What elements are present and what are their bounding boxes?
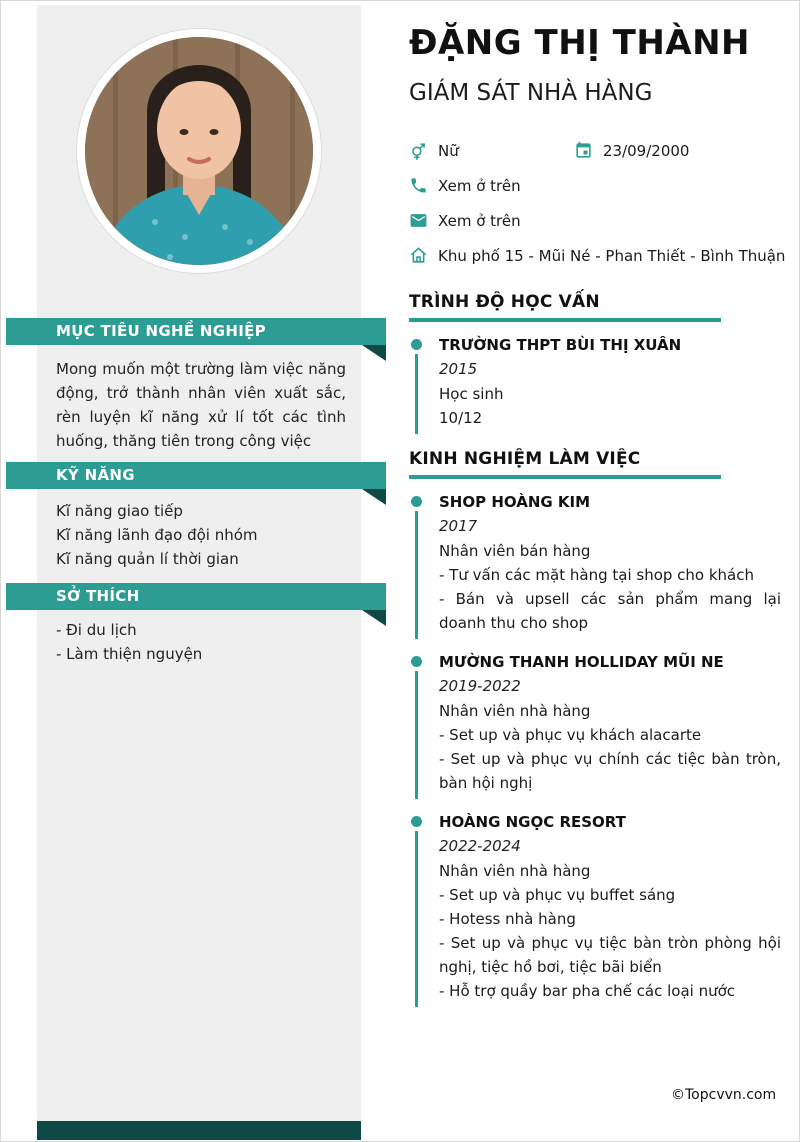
item-detail: - Set up và phục vụ chính các tiệc bàn tròn, bàn hội nghị xyxy=(439,750,781,792)
phone-icon xyxy=(409,176,428,195)
item-name: MƯỜNG THANH HOLLIDAY MŨI NE xyxy=(439,653,724,671)
hobby-item: - Đi du lịch xyxy=(56,621,137,639)
contact-row xyxy=(409,203,781,238)
contact-dob xyxy=(574,141,689,160)
section-title-experience: KINH NGHIỆM LÀM VIỆC xyxy=(409,449,641,469)
contact-row xyxy=(409,168,781,203)
skill-item: Kĩ năng lãnh đạo đội nhóm xyxy=(56,526,258,544)
item-detail: - Hotess nhà hàng xyxy=(439,910,576,928)
timeline-item-experience xyxy=(409,651,781,795)
skill-item: Kĩ năng giao tiếp xyxy=(56,502,183,520)
item-name: SHOP HOÀNG KIM xyxy=(439,493,591,511)
education-section xyxy=(409,291,781,430)
timeline-item-experience xyxy=(409,491,781,635)
job-title: GIÁM SÁT NHÀ HÀNG xyxy=(409,80,653,106)
item-name: HOÀNG NGỌC RESORT xyxy=(439,813,626,831)
ribbon-fold xyxy=(362,345,386,361)
ribbon-hobbies xyxy=(6,583,386,610)
contact-phone xyxy=(409,176,521,195)
skills-title: KỸ NĂNG xyxy=(56,466,135,484)
gender-value: Nữ xyxy=(438,141,459,160)
contact-row xyxy=(409,133,781,168)
contact-email xyxy=(409,211,521,230)
ribbon-skills xyxy=(6,462,386,489)
item-detail: 10/12 xyxy=(439,409,483,427)
item-period: 2022-2024 xyxy=(439,837,521,855)
email-value: Xem ở trên xyxy=(438,211,521,230)
item-detail: Nhân viên bán hàng xyxy=(439,542,591,560)
section-title-education: TRÌNH ĐỘ HỌC VẤN xyxy=(409,292,600,312)
section-underline xyxy=(409,318,721,322)
skills-list xyxy=(56,499,366,571)
sidebar xyxy=(6,318,386,666)
skill-item: Kĩ năng quản lí thời gian xyxy=(56,550,239,568)
item-detail: - Tư vấn các mặt hàng tại shop cho khách xyxy=(439,566,754,584)
contact-row xyxy=(409,238,786,273)
ribbon-fold xyxy=(362,489,386,505)
dob-value: 23/09/2000 xyxy=(603,141,690,160)
experience-section xyxy=(409,448,781,1003)
item-detail: Học sinh xyxy=(439,385,504,403)
item-detail: Nhân viên nhà hàng xyxy=(439,862,591,880)
gender-icon xyxy=(409,141,428,160)
main-column xyxy=(409,23,786,1007)
sidebar-bottom-bar xyxy=(37,1121,361,1140)
profile-photo xyxy=(77,29,321,273)
timeline-line xyxy=(415,354,418,434)
timeline-line xyxy=(415,511,418,639)
item-detail: - Set up và phục vụ tiệc bàn tròn phòng hội nghị, tiệc hồ bơi, tiệc bãi biển xyxy=(439,934,781,976)
hobbies-list xyxy=(56,618,366,666)
timeline-item-experience xyxy=(409,811,781,1003)
timeline-line xyxy=(415,831,418,1007)
candidate-name: ĐẶNG THỊ THÀNH xyxy=(409,23,751,63)
timeline-bullet xyxy=(411,656,422,667)
timeline-bullet xyxy=(411,816,422,827)
item-detail: - Set up và phục vụ khách alacarte xyxy=(439,726,702,744)
contact-list xyxy=(409,133,786,273)
item-period: 2017 xyxy=(439,517,478,535)
item-name: TRƯỜNG THPT BÙI THỊ XUÂN xyxy=(439,336,682,354)
phone-value: Xem ở trên xyxy=(438,176,521,195)
objective-title: MỤC TIÊU NGHỀ NGHIỆP xyxy=(56,322,266,340)
item-detail: - Set up và phục vụ buffet sáng xyxy=(439,886,676,904)
timeline-bullet xyxy=(411,339,422,350)
hobbies-title: SỞ THÍCH xyxy=(56,587,140,605)
address-value: Khu phố 15 - Mũi Né - Phan Thiết - Bình Thuận xyxy=(438,246,786,265)
hobby-item: - Làm thiện nguyện xyxy=(56,645,203,663)
ribbon-objective xyxy=(6,318,386,345)
photo-image xyxy=(85,37,313,265)
footer-credit: ©Topcvvn.com xyxy=(671,1087,777,1103)
section-underline xyxy=(409,475,721,479)
objective-text: Mong muốn một trường làm việc năng động, trở thành nhân viên xuất sắc, rèn luyện kĩ năng xử lí tốt các tình huống, thăng tiên trong công việc xyxy=(56,360,346,450)
item-detail: Nhân viên nhà hàng xyxy=(439,702,591,720)
item-period: 2015 xyxy=(439,360,478,378)
item-detail: - Hỗ trợ quầy bar pha chế các loại nước xyxy=(439,982,736,1000)
ribbon-fold xyxy=(362,610,386,626)
item-period: 2019-2022 xyxy=(439,677,521,695)
contact-gender xyxy=(409,141,574,160)
contact-address xyxy=(409,246,785,265)
calendar-icon xyxy=(574,141,593,160)
timeline-item-education xyxy=(409,334,781,430)
timeline-line xyxy=(415,671,418,799)
timeline-bullet xyxy=(411,496,422,507)
mail-icon xyxy=(409,211,428,230)
home-icon xyxy=(409,246,428,265)
item-detail: - Bán và upsell các sản phẩm mang lại doanh thu cho shop xyxy=(439,590,781,632)
